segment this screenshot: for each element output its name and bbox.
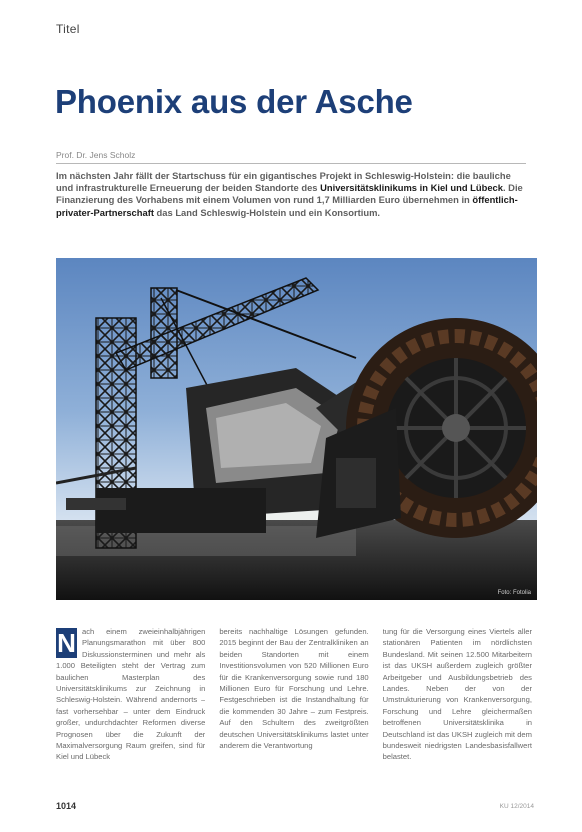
body-column-1 (56, 626, 205, 776)
author-byline: Prof. Dr. Jens Scholz (56, 150, 136, 160)
lead-text-1: Im nächsten Jahr fällt der Startschuss für ein gigantisches Projekt in Schleswig-Holstein: die bauliche und infrastrukturelle Erneuerung der beiden Standorte des (56, 170, 511, 194)
section-label: Titel (56, 22, 80, 36)
photo-credit: Foto: Fotolia (497, 590, 531, 596)
page-number: 1014 (56, 801, 77, 811)
lead-highlight-1: Universitätsklinikums in Kiel und Lübeck (320, 182, 503, 194)
divider (56, 163, 526, 164)
lead-text-3: das Land Schleswig-Holstein und ein Konsortium. (153, 206, 381, 218)
lead-text-2: . Die Finanzierung des Vorhabens mit einem Volumen von rund 1,7 Milliarden Euro übernehmen in (56, 182, 523, 206)
body-text-1: ach einem zweieinhalbjährigen Planungsmarathon mit über 800 Diskussionsterminen und mehr als 1.000 Beteiligten steht der Vertrag zum baulichen Masterplan des Universitätsklinikums zur Zeichnung in Schleswig-Holstein. Während andernorts – fast vorhersehbar – unter dem Eindruck großer, undurchdachter Reformen diverse Prognosen über die Zukunft der Maximalversorgung Raum greifen, sind für Kiel und Lübeck (56, 627, 206, 762)
lead-highlight-2: öffentlich-privater-Partnerschaft (56, 194, 518, 218)
article-body (56, 626, 532, 776)
drop-cap: N (57, 628, 76, 658)
article-title: Phoenix aus der Asche (55, 83, 413, 120)
excavator-photo (56, 258, 537, 600)
body-column-2: bereits nachhaltige Lösungen gefunden. 2015 beginnt der Bau der Zentralkliniken an beiden Standorten mit einem Investitionsvolumen von 520 Millionen Euro für die Krankenversorgung sowie rund 180 Millionen Euro für Forschung und Lehre. Festgeschrieben ist die Instandhaltung für die kommenden 30 Jahre – zum Festpreis. Auf den Schultern des zweitgrößten deutschen Universitätsklinikums lastet unter anderem die Verantwortung (219, 627, 369, 751)
issue-info: KU 12/2014 (499, 803, 534, 810)
body-column-3: tung für die Versorgung eines Viertels aller stationären Patienten im nördlichsten Bundesland. Mit seinen 12.500 Mitarbeitern ist das UKSH außerdem zugleich größter Arbeitgeber und Ausbildungsbetrieb des Landes. Neben der von der Umstrukturierung von Krankenversorgung, Forschung und Lehre gleichermaßen betroffenen Universitätsklinika in Deutschland ist das UKSH zugleich mit dem bundesweit niedrigsten Landesbasisfallwert belastet. (382, 627, 532, 762)
lead-paragraph (56, 170, 528, 219)
